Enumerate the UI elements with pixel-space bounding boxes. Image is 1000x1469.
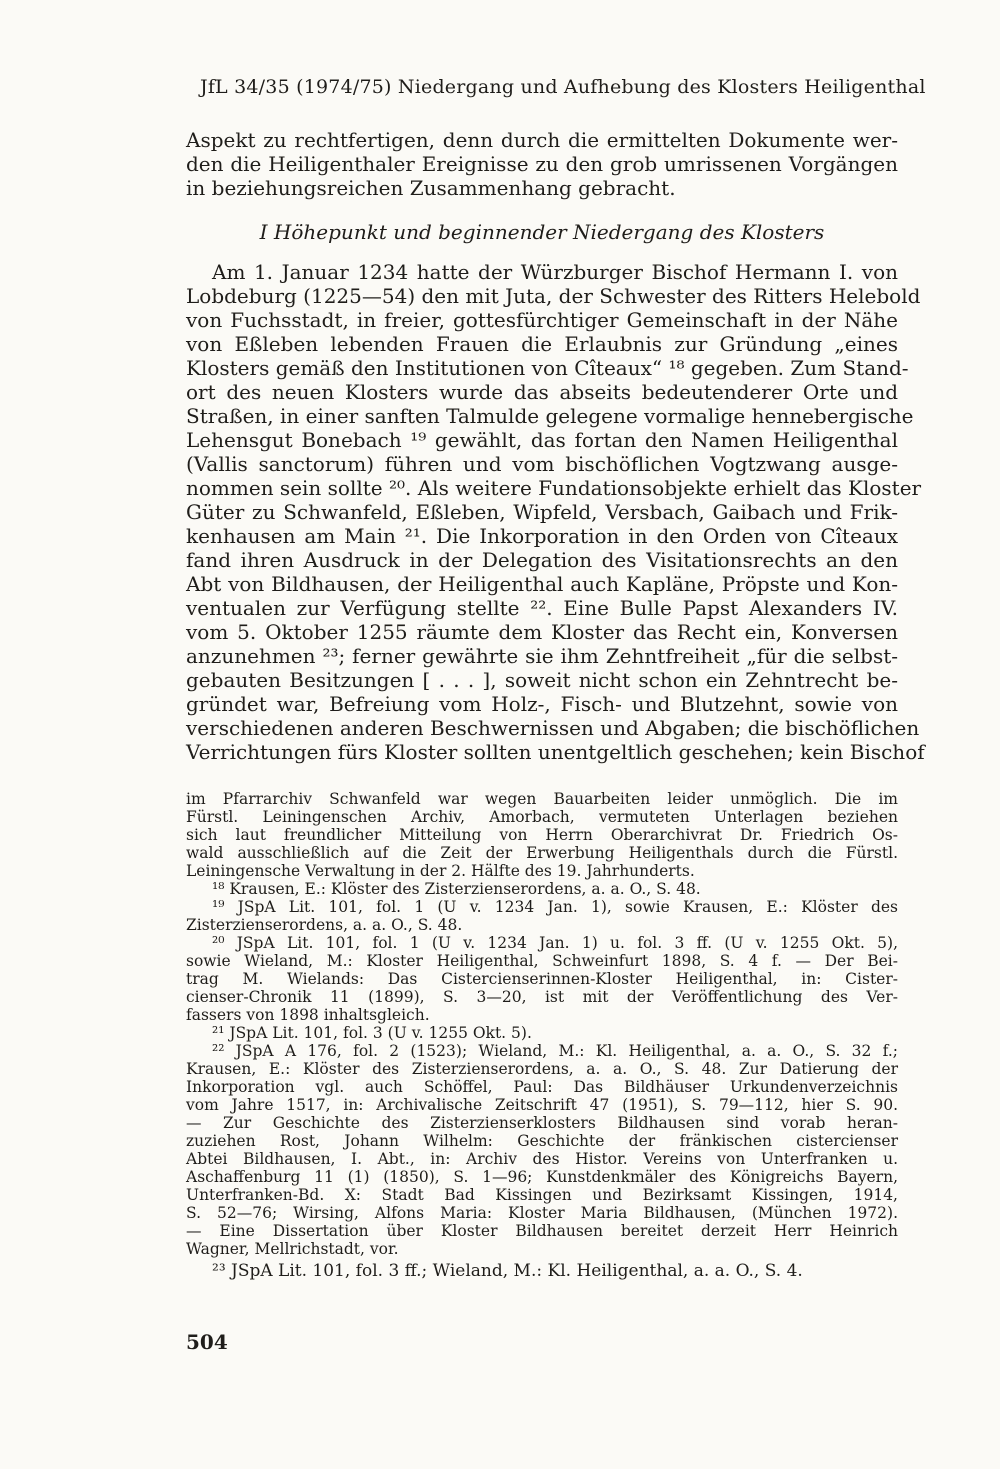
body-line: Güter zu Schwanfeld, Eßleben, Wipfeld, Versbach, Gaibach und Frik- [186,500,898,524]
body-line: verschiedenen anderen Beschwernissen und Abgaben; die bischöflichen [186,716,920,740]
footnote-line: sowie Wieland, M.: Kloster Heiligenthal, Schweinfurt 1898, S. 4 f. — Der Bei- [186,952,898,970]
body-line: fand ihren Ausdruck in der Delegation des Visitationsrechts an den [186,548,898,572]
page-number: 504 [186,1330,228,1354]
footnote-line: Krausen, E.: Klöster des Zisterzienserordens, a. a. O., S. 48. Zur Datierung der [186,1060,898,1078]
footnote-21: ²¹ JSpA Lit. 101, fol. 3 (U v. 1255 Okt. 5). [212,1024,532,1042]
footnote-line: vom Jahre 1517, in: Archivalische Zeitschrift 47 (1951), S. 79—112, hier S. 90. [186,1096,898,1114]
footnote-22: ²² JSpA A 176, fol. 2 (1523); Wieland, M.: Kl. Heiligenthal, a. a. O., S. 32 f.; [212,1042,898,1060]
body-line: von Eßleben lebenden Frauen die Erlaubnis zur Gründung „eines [186,332,898,356]
intro-line: in beziehungsreichen Zusammenhang gebracht. [186,176,676,200]
footnote-line: sich laut freundlicher Mitteilung von Herrn Oberarchivrat Dr. Friedrich Os- [186,826,898,844]
intro-line: Aspekt zu rechtfertigen, denn durch die ermittelten Dokumente wer- [186,128,898,152]
body-line: ort des neuen Klosters wurde das abseits bedeutenderer Orte und [186,380,898,404]
body-line: anzunehmen ²³; ferner gewährte sie ihm Zehntfreiheit „für die selbst- [186,644,898,668]
running-header: JfL 34/35 (1974/75) Niedergang und Aufhebung des Klosters Heiligenthal [200,76,926,98]
footnote-line: Inkorporation vgl. auch Schöffel, Paul: Das Bildhäuser Urkundenverzeichnis [186,1078,898,1096]
footnote-line: Wagner, Mellrichstadt, vor. [186,1240,399,1258]
intro-line: den die Heiligenthaler Ereignisse zu den grob umrissenen Vorgängen [186,152,898,176]
body-line: Straßen, in einer sanften Talmulde gelegene vormalige hennebergische [186,404,914,428]
body-line: von Fuchsstadt, in freier, gottesfürchtiger Gemeinschaft in der Nähe [186,308,898,332]
footnote-20: ²⁰ JSpA Lit. 101, fol. 1 (U v. 1234 Jan. 1) u. fol. 3 ff. (U v. 1255 Okt. 5), [212,934,898,952]
body-line: Abt von Bildhausen, der Heiligenthal auch Kapläne, Pröpste und Kon- [186,572,898,596]
body-line: (Vallis sanctorum) führen und vom bischöflichen Vogtzwang ausge- [186,452,898,476]
footnote-line: Aschaffenburg 11 (1) (1850), S. 1—96; Kunstdenkmäler des Königreichs Bayern, [186,1168,898,1186]
footnote-line: fassers von 1898 inhaltsgleich. [186,1006,430,1024]
body-line: gründet war, Befreiung vom Holz-, Fisch- und Blutzehnt, sowie von [186,692,898,716]
body-line: vom 5. Oktober 1255 räumte dem Kloster das Recht ein, Konversen [186,620,898,644]
footnote-line: Abtei Bildhausen, I. Abt., in: Archiv des Histor. Vereins von Unterfranken u. [186,1150,898,1168]
body-line: Lobdeburg (1225—54) den mit Juta, der Schwester des Ritters Helebold [186,284,921,308]
footnote-line: Fürstl. Leiningenschen Archiv, Amorbach, vermuteten Unterlagen beziehen [186,808,898,826]
footnote-23: ²³ JSpA Lit. 101, fol. 3 ff.; Wieland, M.: Kl. Heiligenthal, a. a. O., S. 4. [212,1261,803,1281]
body-line: ventualen zur Verfügung stellte ²². Eine Bulle Papst Alexanders IV. [186,596,898,620]
footnote-line: im Pfarrarchiv Schwanfeld war wegen Bauarbeiten leider unmöglich. Die im [186,790,898,808]
footnote-line: trag M. Wielands: Das Cistercienserinnen-Kloster Heiligenthal, in: Cister- [186,970,898,988]
body-line: gebauten Besitzungen [ . . . ], soweit nicht schon ein Zehntrecht be- [186,668,898,692]
body-line: Lehensgut Bonebach ¹⁹ gewählt, das fortan den Namen Heiligenthal [186,428,898,452]
body-line: nommen sein sollte ²⁰. Als weitere Fundationsobjekte erhielt das Kloster [186,476,922,500]
body-line: Klosters gemäß den Institutionen von Cîteaux“ ¹⁸ gegeben. Zum Stand- [186,356,909,380]
body-line: kenhausen am Main ²¹. Die Inkorporation in den Orden von Cîteaux [186,524,898,548]
footnote-line: Zisterzienserordens, a. a. O., S. 48. [186,916,463,934]
section-heading: I Höhepunkt und beginnender Niedergang des Klosters [259,220,825,244]
footnote-line: — Eine Dissertation über Kloster Bildhausen bereitet derzeit Herr Heinrich [186,1222,898,1240]
footnote-line: — Zur Geschichte des Zisterzienserklosters Bildhausen sind vorab heran- [186,1114,898,1132]
footnote-19: ¹⁹ JSpA Lit. 101, fol. 1 (U v. 1234 Jan. 1), sowie Krausen, E.: Klöster des [212,898,898,916]
footnote-line: Leiningensche Verwaltung in der 2. Hälfte des 19. Jahrhunderts. [186,862,695,880]
footnote-line: Unterfranken-Bd. X: Stadt Bad Kissingen und Bezirksamt Kissingen, 1914, [186,1186,898,1204]
footnote-line: zuziehen Rost, Johann Wilhelm: Geschichte der fränkischen cistercienser [186,1132,898,1150]
footnote-line: wald ausschließlich auf die Zeit der Erwerbung Heiligenthals durch die Fürstl. [186,844,898,862]
footnote-18: ¹⁸ Krausen, E.: Klöster des Zisterzienserordens, a. a. O., S. 48. [212,880,701,898]
body-line: Am 1. Januar 1234 hatte der Würzburger Bischof Hermann I. von [212,260,898,284]
body-line: Verrichtungen fürs Kloster sollten unentgeltlich geschehen; kein Bischof [186,740,925,764]
footnote-line: S. 52—76; Wirsing, Alfons Maria: Kloster Maria Bildhausen, (München 1972). [186,1204,898,1222]
footnote-line: cienser-Chronik 11 (1899), S. 3—20, ist mit der Veröffentlichung des Ver- [186,988,898,1006]
